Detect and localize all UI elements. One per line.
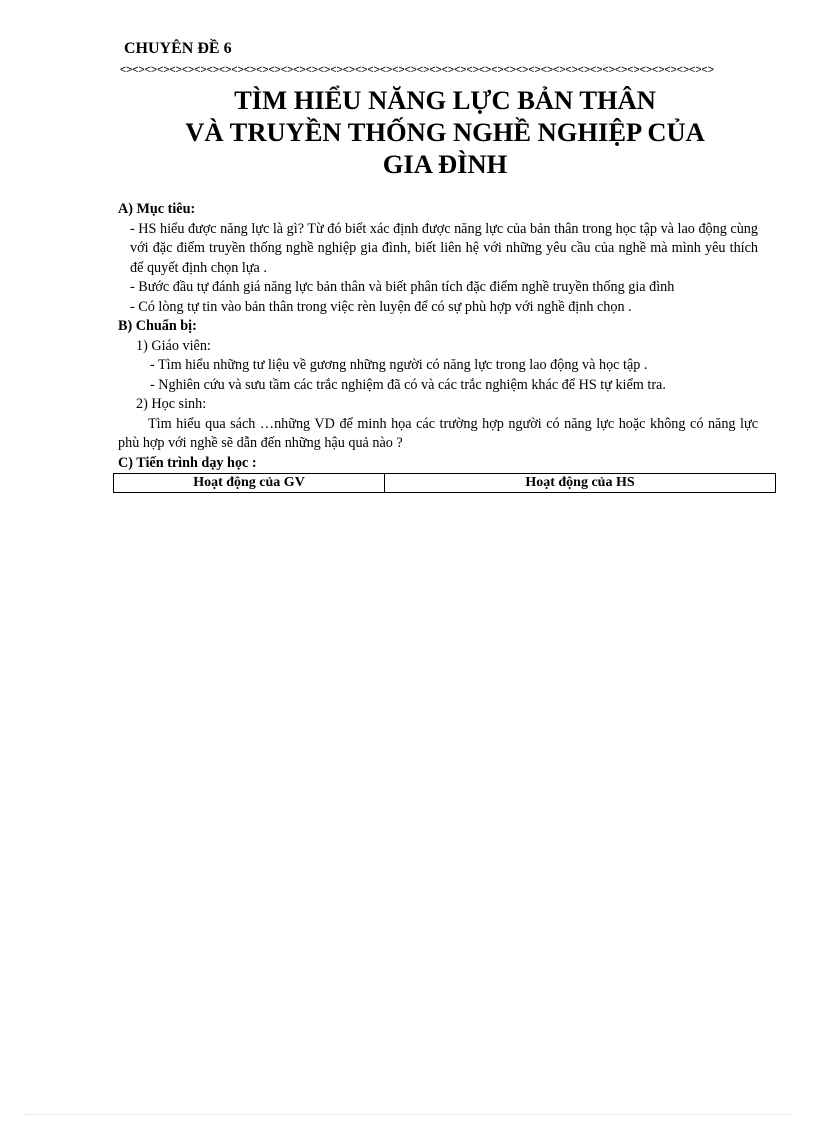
objective-item-3: - Có lòng tự tin vào bản thân trong việc rèn luyện để có sự phù hợp với nghề định chọn . xyxy=(130,298,632,315)
section-b-heading: B) Chuẩn bị: xyxy=(118,318,197,334)
page-bottom-rule xyxy=(24,1114,792,1115)
title-line-3: GIA ĐÌNH xyxy=(382,149,508,179)
table-header-teacher: Hoạt động của GV xyxy=(114,474,385,492)
document-title xyxy=(112,84,778,180)
section-c-heading: C) Tiến trình dạy học : xyxy=(118,454,257,471)
table-header-student: Hoạt động của HS xyxy=(525,475,635,490)
ornament-divider: <><><><><><><><><><><><><><><><><><><><><><><><><><><><><><><><><><><><><><><><><><><><><><><><> xyxy=(120,64,714,76)
lesson-activity-table xyxy=(113,473,776,493)
title-line-2: VÀ TRUYỀN THỐNG NGHỀ NGHIỆP CỦA xyxy=(185,117,705,147)
teacher-item-2: - Nghiên cứu và sưu tầm các trắc nghiệm đã có và các trắc nghiệm khác để HS tự kiểm tra. xyxy=(150,376,666,393)
teacher-item-1: - Tìm hiểu những tư liệu về gương những người có năng lực trong lao động và học tập . xyxy=(150,357,648,373)
chapter-label: CHUYÊN ĐỀ 6 xyxy=(124,40,232,57)
student-text: Tìm hiểu qua sách …những VD để minh họa các trường hợp người có năng lực hoặc không có năng lực phù hợp với nghề sẽ dẫn đến những hậu quả nào ? xyxy=(118,415,758,451)
document-body xyxy=(118,200,758,473)
objective-item-2: - Bước đầu tự đánh giá năng lực bản thân và biết phân tích đặc điểm nghề truyền thống gia đình xyxy=(130,279,675,295)
title-line-1: TÌM HIỂU NĂNG LỰC BẢN THÂN xyxy=(234,85,656,115)
teacher-label: 1) Giáo viên: xyxy=(136,337,211,354)
objective-item-1: - HS hiểu được năng lực là gì? Từ đó biết xác định được năng lực của bản thân trong học tập và lao động cùng với đặc điểm truyền thống nghề nghiệp gia đình, biết liên hệ với những yêu cầu của nghề mà mình yêu thích để quyết định chọn lựa . xyxy=(130,220,758,276)
student-label: 2) Học sinh: xyxy=(136,396,207,412)
section-a-heading: A) Mục tiêu: xyxy=(118,201,196,217)
